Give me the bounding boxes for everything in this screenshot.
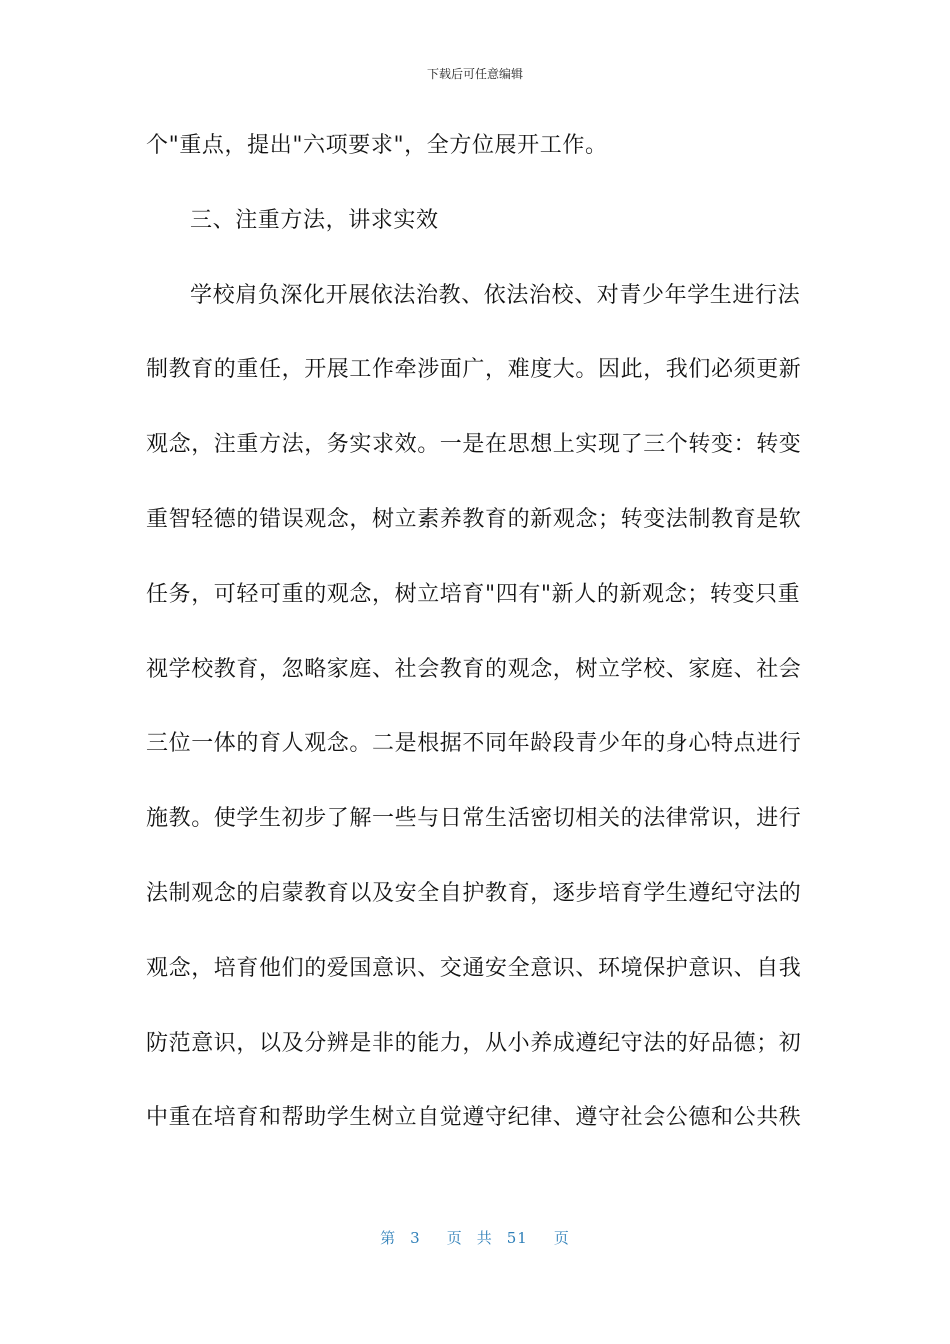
footer-total-unit: 页: [553, 1229, 570, 1247]
paragraph-line: 法制观念的启蒙教育以及安全自护教育，逐步培育学生遵纪守法的: [146, 880, 802, 906]
paragraph-line: 防范意识，以及分辨是非的能力，从小养成遵纪守法的好品德；初: [146, 1030, 802, 1056]
document-body: [146, 126, 802, 1173]
paragraph-line: 视学校教育，忽略家庭、社会教育的观念，树立学校、家庭、社会: [146, 656, 802, 682]
paragraph-line: 任务，可轻可重的观念，树立培育"四有"新人的新观念；转变只重: [146, 581, 801, 607]
paragraph-line: 观念，注重方法，务实求效。一是在思想上实现了三个转变：转变: [146, 432, 802, 458]
paragraph-line: 三位一体的育人观念。二是根据不同年龄段青少年的身心特点进行: [146, 731, 802, 757]
paragraph-line: 观念，培育他们的爱国意识、交通安全意识、环境保护意识、自我: [146, 955, 802, 981]
paragraph-line: 学校肩负深化开展依法治教、依法治校、对青少年学生进行法: [190, 282, 801, 308]
paragraph-line: 重智轻德的错误观念，树立素养教育的新观念；转变法制教育是软: [146, 506, 802, 532]
page-footer: [0, 1228, 950, 1248]
paragraph-line: 个"重点，提出"六项要求"，全方位展开工作。: [146, 133, 608, 158]
footer-total-label: 共: [476, 1229, 493, 1247]
footer-total-pages: 51: [506, 1229, 528, 1247]
paragraph-line: 中重在培育和帮助学生树立自觉遵守纪律、遵守社会公德和公共秩: [146, 1105, 802, 1131]
footer-page-number: 3: [410, 1229, 421, 1247]
paragraph-line: 施教。使学生初步了解一些与日常生活密切相关的法律常识，进行: [146, 806, 802, 832]
paragraph-line: 制教育的重任，开展工作牵涉面广，难度大。因此，我们必须更新: [146, 357, 802, 383]
page-header: 下载后可任意编辑: [426, 67, 523, 81]
footer-page-label: 第: [380, 1229, 397, 1247]
section-heading: 三、注重方法，讲求实效: [190, 207, 439, 233]
footer-page-unit: 页: [446, 1229, 463, 1247]
